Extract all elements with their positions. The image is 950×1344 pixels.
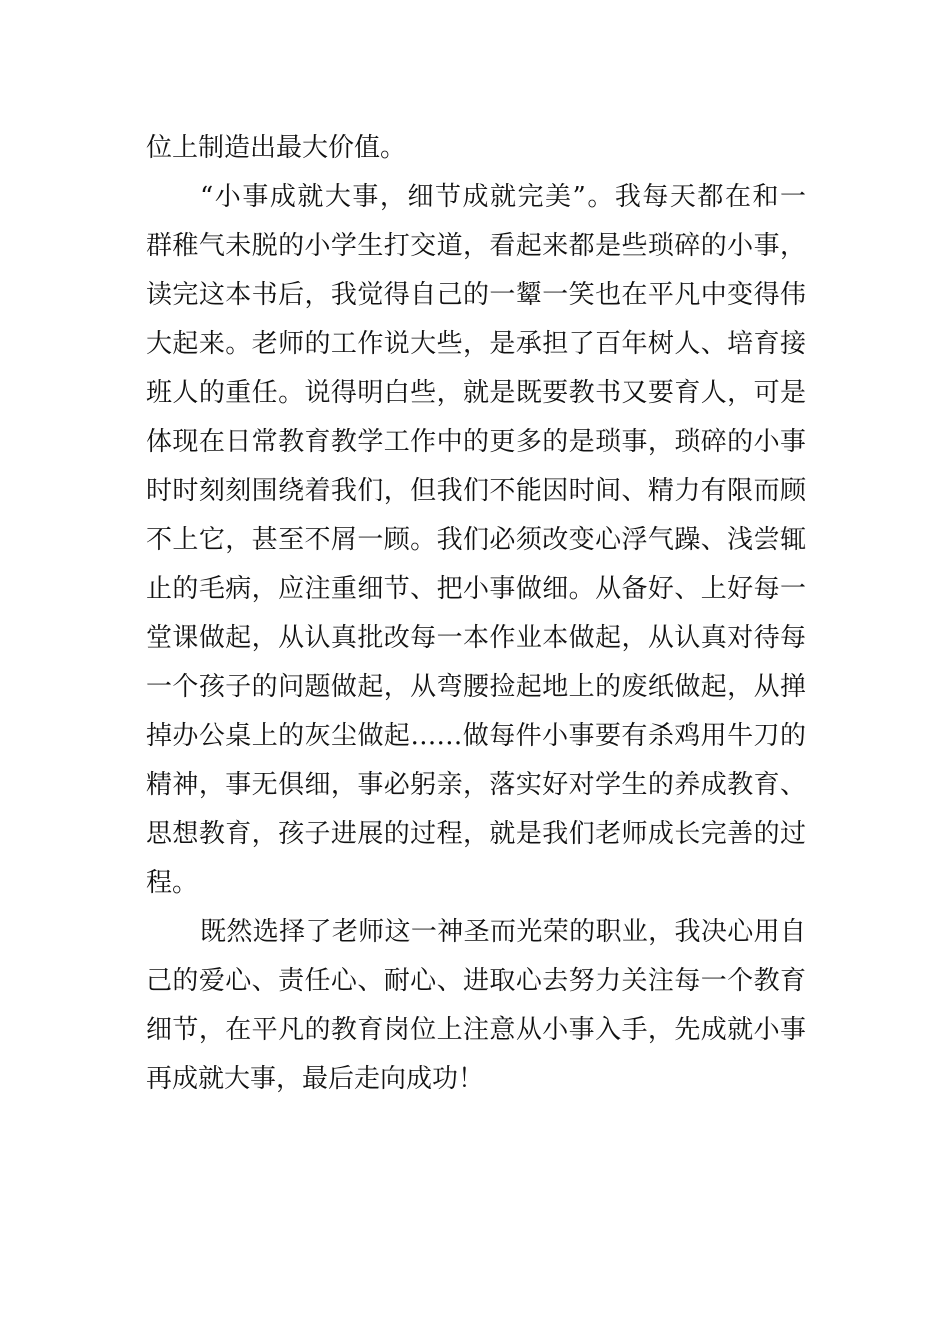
text-line: 细节，在平凡的教育岗位上注意从小事入手，先成就小事 xyxy=(146,1015,806,1045)
text-line: 既然选择了老师这一神圣而光荣的职业，我决心用自 xyxy=(200,917,806,947)
text-line: 再成就大事，最后走向成功！ xyxy=(146,1064,485,1094)
paragraph-3 xyxy=(146,908,806,1104)
text-line: 班人的重任。说得明白些，就是既要教书又要育人，可是 xyxy=(146,378,806,408)
text-line: 群稚气未脱的小学生打交道，看起来都是些琐碎的小事， xyxy=(146,231,806,261)
text-line: 思想教育，孩子进展的过程，就是我们老师成长完善的过 xyxy=(146,819,806,849)
text-line: 时时刻刻围绕着我们，但我们不能因时间、精力有限而顾 xyxy=(146,476,806,506)
text-line: 位上制造出最大价值。 xyxy=(146,133,407,163)
text-line: 精神，事无俱细，事必躬亲，落实好对学生的养成教育、 xyxy=(146,770,806,800)
text-line: 堂课做起，从认真批改每一本作业本做起，从认真对待每 xyxy=(146,623,806,653)
text-line: 止的毛病，应注重细节、把小事做细。从备好、上好每一 xyxy=(146,574,806,604)
text-line: “小事成就大事，细节成就完美”。我每天都在和一 xyxy=(200,182,806,212)
text-line: 读完这本书后，我觉得自己的一颦一笑也在平凡中变得伟 xyxy=(146,280,806,310)
text-line: 大起来。老师的工作说大些，是承担了百年树人、培育接 xyxy=(146,329,806,359)
paragraph-2 xyxy=(146,173,806,908)
text-line: 程。 xyxy=(146,868,199,898)
document-body xyxy=(146,124,806,1104)
text-line: 掉办公桌上的灰尘做起……做每件小事要有杀鸡用牛刀的 xyxy=(146,721,806,751)
text-line: 不上它，甚至不屑一顾。我们必须改变心浮气躁、浅尝辄 xyxy=(146,525,806,555)
text-line: 己的爱心、责任心、耐心、进取心去努力关注每一个教育 xyxy=(146,966,806,996)
paragraph-1 xyxy=(146,124,806,173)
text-line: 体现在日常教育教学工作中的更多的是琐事，琐碎的小事 xyxy=(146,427,806,457)
text-line: 一个孩子的问题做起，从弯腰捡起地上的废纸做起，从掸 xyxy=(146,672,806,702)
